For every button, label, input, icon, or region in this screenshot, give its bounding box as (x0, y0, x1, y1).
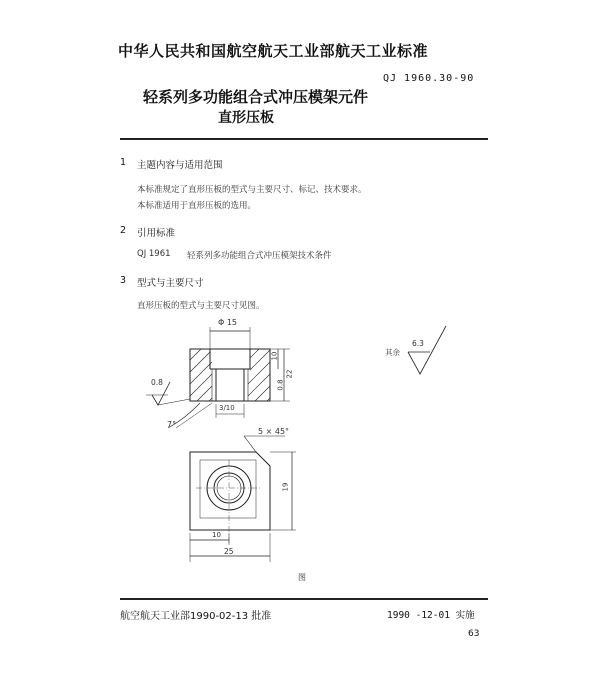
footer-rule (120, 598, 488, 600)
dim-thread: 3/10 (219, 404, 235, 412)
section-1-title: 主题内容与适用范围 (137, 160, 223, 171)
rest-label: 其余 (385, 348, 400, 357)
dim-0-8-right: 0.8 (276, 379, 285, 391)
document-title: 轻系列多功能组合式冲压模架元件 (143, 88, 369, 106)
dim-22: 22 (285, 369, 294, 379)
effective-date: 1990 -12-01 实施 (387, 610, 475, 621)
approval-date: 航空航天工业部1990-02-13 批准 (120, 611, 272, 622)
figure-label: 图 (298, 573, 306, 582)
section-1-number: 1 (120, 157, 127, 168)
reference-code: QJ 1961 (137, 249, 171, 259)
section-3-line-1: 直形压板的型式与主要尺寸见图。 (137, 301, 265, 311)
dim-19: 19 (281, 482, 290, 492)
section-2-number: 2 (120, 225, 127, 236)
angle-7: 7° (167, 420, 177, 429)
section-3-number: 3 (120, 275, 127, 286)
section-1-line-1: 本标准规定了直形压板的型式与主要尺寸、标记、技术要求。 (137, 185, 367, 195)
dim-10-horizontal: 10 (212, 531, 221, 539)
chamfer-dim: 5 × 45° (258, 427, 290, 436)
section-1-line-2: 本标准适用于直形压板的选用。 (137, 201, 257, 211)
org-title: 中华人民共和国航空航天工业部航天工业标准 (118, 42, 429, 60)
dim-phi15: Φ 15 (218, 318, 238, 327)
page-number: 63 (468, 629, 480, 639)
document-subtitle: 直形压板 (218, 110, 274, 126)
rest-roughness: 6.3 (412, 339, 424, 348)
plan-view (190, 452, 296, 562)
reference-title: 轻系列多功能组合式冲压模架技术条件 (187, 251, 332, 261)
roughness-0-8: 0.8 (151, 378, 163, 387)
section-view-outline (190, 349, 270, 401)
dim-25: 25 (224, 547, 234, 556)
dim-10-vertical: 10 (270, 351, 279, 361)
standard-code: QJ 1960.30-90 (383, 73, 475, 84)
rest-roughness-symbol (408, 326, 446, 374)
section-3-title: 型式与主要尺寸 (137, 278, 204, 289)
section-2-title: 引用标准 (137, 228, 176, 239)
